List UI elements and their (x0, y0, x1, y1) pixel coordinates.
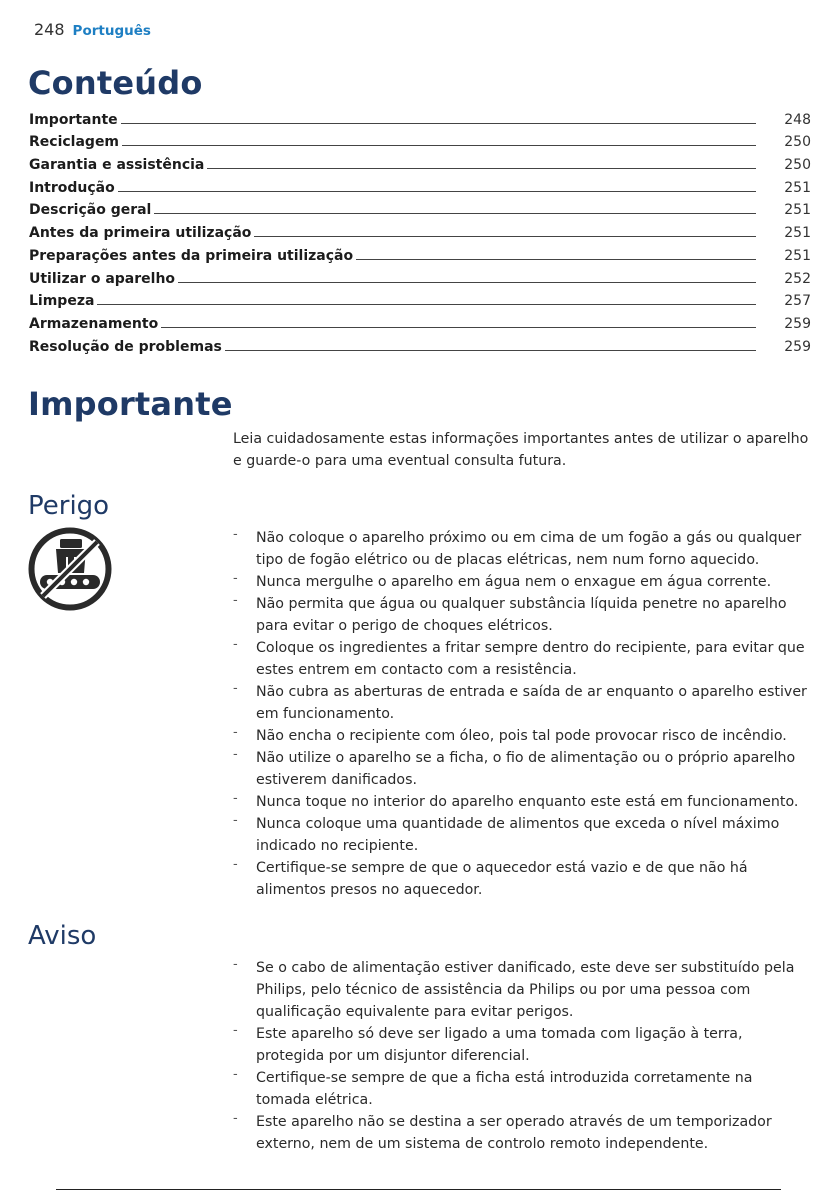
toc-leader-line (118, 191, 756, 192)
list-item: - Certifique-se sempre de que a ficha está introduzida corretamente na tomada elétrica. (233, 1067, 811, 1111)
footer-rule (56, 1189, 781, 1190)
list-item: - Não coloque o aparelho próximo ou em cima de um fogão a gás ou qualquer tipo de fogão elétrico ou de placas elétricas, nem num forno aquecido. (233, 527, 811, 571)
toc-entry[interactable] (29, 332, 811, 355)
table-of-contents (29, 105, 811, 355)
toc-entry-title: Limpeza (29, 293, 95, 310)
toc-entry[interactable] (29, 309, 811, 332)
toc-leader-line (178, 282, 756, 283)
toc-entry[interactable] (29, 264, 811, 287)
toc-leader-line (207, 168, 756, 169)
page-number: 248 (34, 20, 65, 39)
list-item: - Nunca mergulhe o aparelho em água nem o enxague em água corrente. (233, 571, 811, 593)
toc-entry-title: Garantia e assistência (29, 157, 205, 174)
toc-entry-page: 259 (784, 315, 811, 332)
toc-entry[interactable] (29, 241, 811, 264)
toc-entry-page: 251 (784, 225, 811, 242)
toc-leader-line (254, 236, 756, 237)
toc-entry-page: 250 (784, 134, 811, 151)
toc-entry-title: Armazenamento (29, 315, 159, 332)
toc-leader-line (97, 304, 756, 305)
list-item: - Nunca toque no interior do aparelho enquanto este está em funcionamento. (233, 791, 811, 813)
toc-entry-page: 259 (784, 338, 811, 355)
toc-entry-title: Utilizar o aparelho (29, 270, 176, 287)
language-label: Português (72, 23, 151, 39)
page-header (34, 20, 151, 39)
toc-entry-title: Preparações antes da primeira utilização (29, 247, 354, 264)
toc-entry[interactable] (29, 150, 811, 173)
aviso-list (233, 957, 811, 1155)
toc-entry-title: Importante (29, 111, 118, 128)
toc-leader-line (356, 259, 756, 260)
list-item: - Certifique-se sempre de que o aquecedor está vazio e de que não há alimentos presos no aquecedor. (233, 857, 811, 901)
list-item: - Se o cabo de alimentação estiver danificado, este deve ser substituído pela Philips, pelo técnico de assistência da Philips ou por uma pessoa com qualificação equivalente para evitar perigos. (233, 957, 811, 1023)
list-item: - Coloque os ingredientes a fritar sempre dentro do recipiente, para evitar que estes entrem em contacto com a resistência. (233, 637, 811, 681)
toc-entry-page: 252 (784, 270, 811, 287)
perigo-list (233, 527, 811, 901)
toc-entry-page: 250 (784, 157, 811, 174)
toc-entry-title: Descrição geral (29, 202, 152, 219)
toc-entry[interactable] (29, 196, 811, 219)
list-item: - Não cubra as aberturas de entrada e saída de ar enquanto o aparelho estiver em funcionamento. (233, 681, 811, 725)
toc-leader-line (122, 145, 756, 146)
toc-entry[interactable] (29, 128, 811, 151)
toc-entry[interactable] (29, 105, 811, 128)
list-item: - Nunca coloque uma quantidade de alimentos que exceda o nível máximo indicado no recipiente. (233, 813, 811, 857)
toc-leader-line (121, 123, 756, 124)
toc-entry-title: Reciclagem (29, 134, 120, 151)
toc-entry-page: 251 (784, 247, 811, 264)
list-item: - Não encha o recipiente com óleo, pois tal pode provocar risco de incêndio. (233, 725, 811, 747)
toc-entry[interactable] (29, 287, 811, 310)
list-item: - Não permita que água ou qualquer substância líquida penetre no aparelho para evitar o perigo de choques elétricos. (233, 593, 811, 637)
toc-entry-title: Antes da primeira utilização (29, 225, 252, 242)
toc-entry-page: 257 (784, 293, 811, 310)
toc-leader-line (225, 350, 756, 351)
toc-entry-title: Introdução (29, 179, 115, 196)
toc-entry-title: Resolução de problemas (29, 338, 222, 355)
list-item: - Não utilize o aparelho se a ficha, o fio de alimentação ou o próprio aparelho estiverem danificados. (233, 747, 811, 791)
toc-entry-page: 251 (784, 179, 811, 196)
importante-intro: Leia cuidadosamente estas informações importantes antes de utilizar o aparelho e guarde-o para uma eventual consulta futura. (233, 431, 809, 469)
importante-heading: Importante (28, 385, 233, 423)
perigo-heading: Perigo (28, 491, 110, 521)
toc-entry-page: 251 (784, 202, 811, 219)
list-item: - Este aparelho não se destina a ser operado através de um temporizador externo, nem de um sistema de controlo remoto independente. (233, 1111, 811, 1155)
toc-title: Conteúdo (28, 64, 203, 102)
list-item: - Este aparelho só deve ser ligado a uma tomada com ligação à terra, protegida por um disjuntor diferencial. (233, 1023, 811, 1067)
no-stove-warning-icon (28, 527, 112, 611)
aviso-heading: Aviso (28, 921, 97, 951)
toc-entry[interactable] (29, 218, 811, 241)
toc-leader-line (161, 327, 756, 328)
toc-entry[interactable] (29, 173, 811, 196)
toc-entry-page: 248 (784, 111, 811, 128)
toc-leader-line (154, 213, 756, 214)
